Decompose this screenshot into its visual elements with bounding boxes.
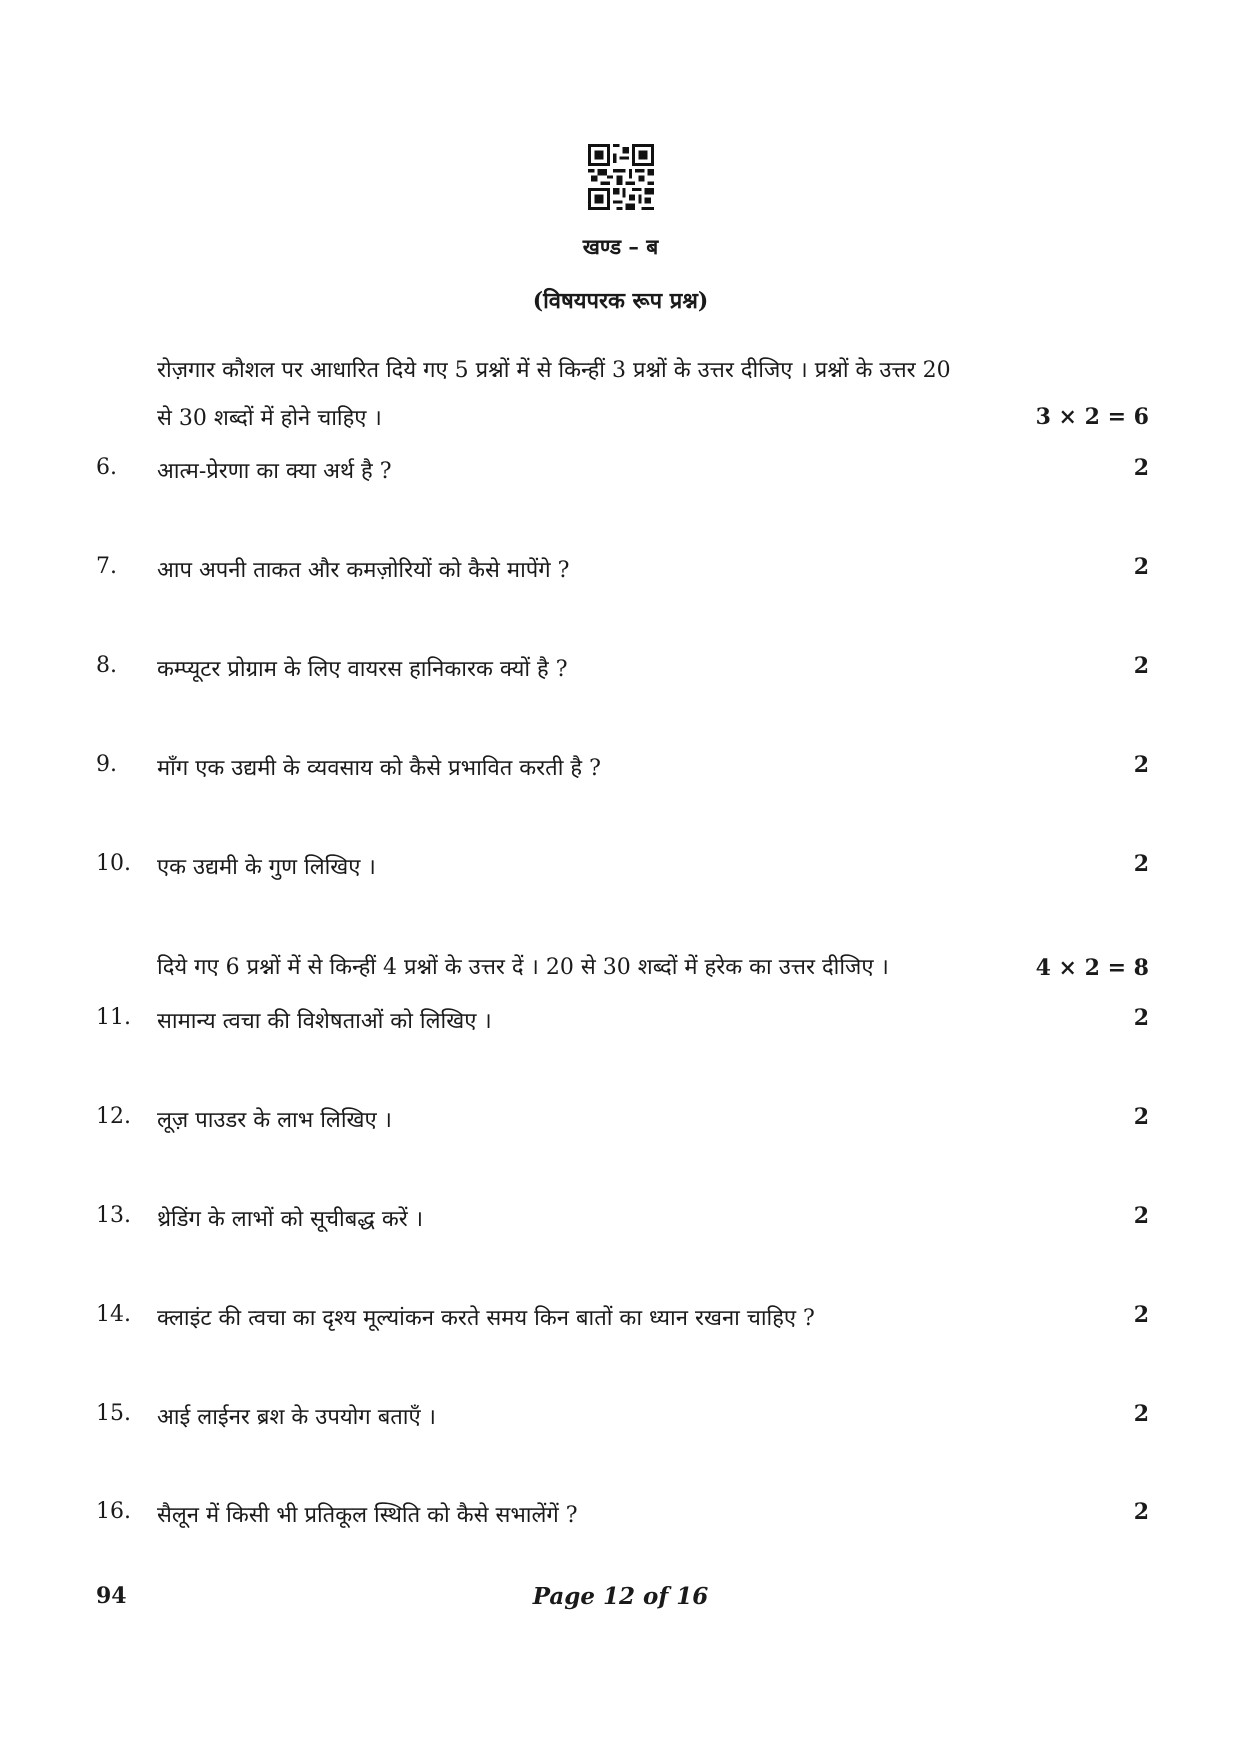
question-item (0, 851, 1241, 891)
question-number: 6. (96, 455, 117, 480)
question-text: आई लाईनर ब्रश के उपयोग बताएँ । (157, 1405, 436, 1430)
part1-instruction-line2: से 30 शब्दों में होने चाहिए । (157, 406, 382, 431)
part1-instruction-line1: रोज़गार कौशल पर आधारित दिये गए 5 प्रश्नों में से किन्हीं 3 प्रश्नों के उत्तर दीजिए । प्रश्नों के उत्तर 20 (157, 358, 951, 383)
question-text: सामान्य त्वचा की विशेषताओं को लिखिए । (157, 1009, 492, 1034)
question-mark: 2 (1133, 1005, 1149, 1031)
part2-marks: 4 × 2 = 8 (1035, 955, 1149, 981)
question-text: कम्प्यूटर प्रोग्राम के लिए वायरस हानिकारक क्यों है ? (157, 657, 568, 682)
question-item (0, 1499, 1241, 1539)
question-text: आप अपनी ताकत और कमज़ोरियों को कैसे मापेंगे ? (157, 558, 570, 583)
question-number: 10. (96, 851, 131, 876)
question-item (0, 1104, 1241, 1144)
question-mark: 2 (1133, 752, 1149, 778)
question-text: लूज़ पाउडर के लाभ लिखिए । (157, 1108, 393, 1133)
question-text: एक उद्यमी के गुण लिखिए । (157, 855, 376, 880)
question-text: क्लाइंट की त्वचा का दृश्य मूल्यांकन करते समय किन बातों का ध्यान रखना चाहिए ? (157, 1306, 815, 1331)
question-item (0, 1005, 1241, 1045)
question-item (0, 653, 1241, 693)
question-item (0, 752, 1241, 792)
question-mark: 2 (1133, 1302, 1149, 1328)
question-mark: 2 (1133, 1401, 1149, 1427)
question-mark: 2 (1133, 1104, 1149, 1130)
question-number: 16. (96, 1499, 131, 1524)
question-text: आत्म-प्रेरणा का क्या अर्थ है ? (157, 459, 392, 484)
question-mark: 2 (1133, 851, 1149, 877)
question-item (0, 1401, 1241, 1441)
question-text: सैलून में किसी भी प्रतिकूल स्थिति को कैसे सभालेंगें ? (157, 1503, 578, 1528)
question-item (0, 1302, 1241, 1342)
question-item (0, 455, 1241, 495)
question-number: 15. (96, 1401, 131, 1426)
paper-code: 94 (96, 1583, 127, 1609)
question-text: माँग एक उद्यमी के व्यवसाय को कैसे प्रभावित करती है ? (157, 756, 601, 781)
question-mark: 2 (1133, 554, 1149, 580)
question-number: 7. (96, 554, 117, 579)
question-number: 14. (96, 1302, 131, 1327)
part1-marks: 3 × 2 = 6 (1035, 404, 1149, 430)
qr-code-icon (588, 144, 654, 210)
part2-instruction: दिये गए 6 प्रश्नों में से किन्हीं 4 प्रश्नों के उत्तर दें । 20 से 30 शब्दों में हरेक का उत्तर दीजिए । (157, 955, 889, 980)
section-title: खण्ड – ब (582, 234, 659, 259)
question-number: 8. (96, 653, 117, 678)
question-number: 12. (96, 1104, 131, 1129)
section-subtitle: (विषयपरक रूप प्रश्न) (532, 288, 709, 314)
question-text: थ्रेडिंग के लाभों को सूचीबद्ध करें । (157, 1207, 424, 1232)
question-number: 13. (96, 1203, 131, 1228)
question-mark: 2 (1133, 455, 1149, 481)
question-mark: 2 (1133, 1203, 1149, 1229)
question-mark: 2 (1133, 1499, 1149, 1525)
question-item (0, 554, 1241, 594)
question-item (0, 1203, 1241, 1243)
question-mark: 2 (1133, 653, 1149, 679)
question-number: 9. (96, 752, 117, 777)
page-number: Page 12 of 16 (532, 1583, 709, 1610)
question-number: 11. (96, 1005, 131, 1030)
